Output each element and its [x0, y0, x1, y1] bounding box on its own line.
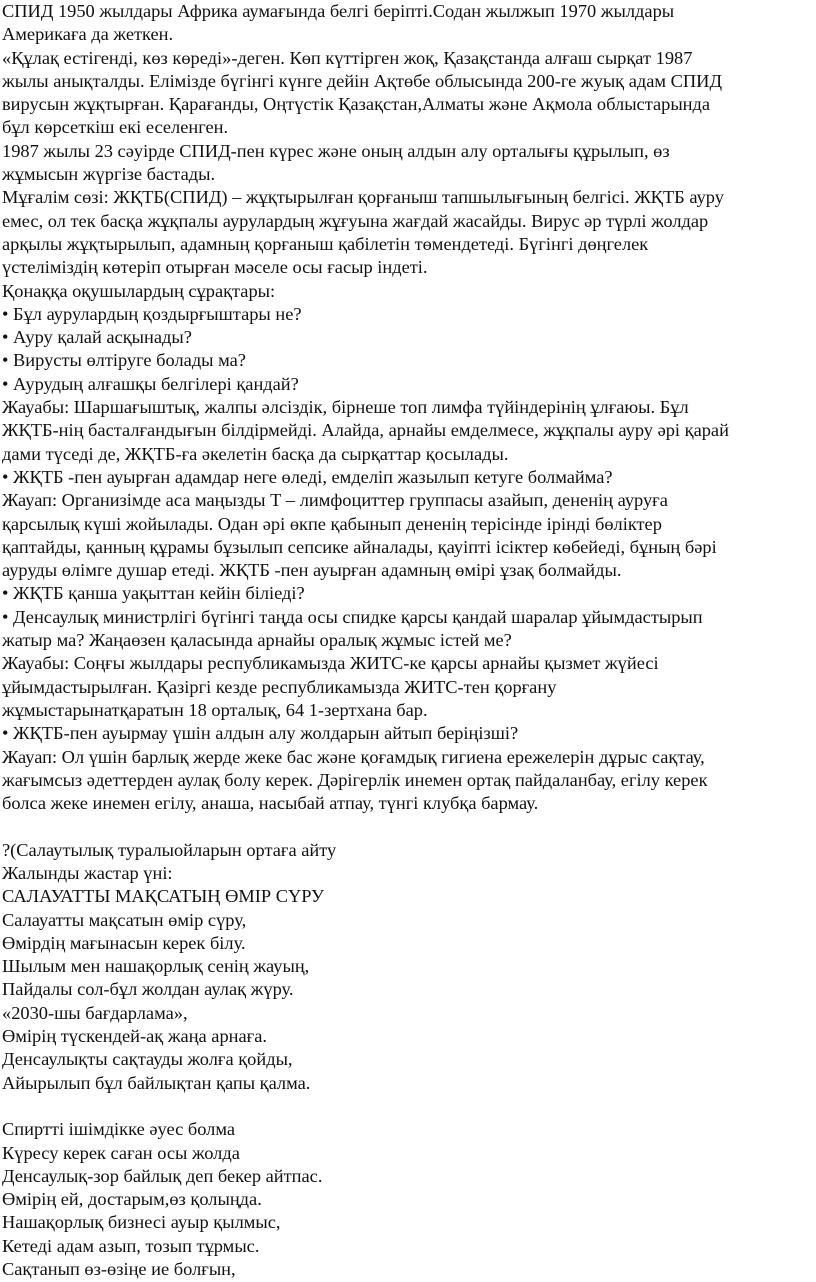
text-line: Америкаға да жеткен. [2, 24, 174, 45]
text-line: • Денсаулық министрлігі бүгінгі таңда осы спидке қарсы қандай шаралар ұйымдастырып [2, 606, 703, 627]
text-line: Салауатты мақсатын өмір сүру, [2, 909, 247, 930]
text-line: емес, ол тек басқа жұқпалы аурулардың жұғуына жағдай жасайды. Вирус әр түрлі жолдар [2, 210, 709, 231]
text-line: Қонаққа оқушылардың сұрақтары: [2, 280, 276, 301]
text-line: 1987 жылы 23 сәуiрде СПИД-пен күрес және оның алдын алу орталығы құрылып, өз [2, 140, 670, 161]
text-line: Күресу керек саған осы жолда [2, 1142, 240, 1163]
text-line: болса жеке инемен егілу, анаша, насыбай атпау, түнгі клубқа бармау. [2, 793, 539, 814]
text-line: Жауабы: Соңғы жылдары республикамызда ЖИТС-ке қарсы арнайы қызмет жүйесі [2, 653, 659, 674]
text-line: Денсаулық-зор байлық деп бекер айтпас. [2, 1165, 323, 1186]
text-line: • Вирусты өлтіруге болады ма? [2, 350, 246, 371]
text-line: Нашақорлық бизнесі ауыр қылмыс, [2, 1212, 281, 1233]
text-line: қаптайды, қанның құрамы бұзылып сепсике айналады, қауіпті ісіктер көбейеді, бұның бәрі [2, 536, 717, 557]
text-line: Сақтанып өз-өзіңе ие болғын, [2, 1259, 236, 1280]
text-line: бұл көрсеткiш екi еселенген. [2, 117, 229, 138]
text-line: • Ауру қалай асқынады? [2, 327, 192, 348]
text-line: вирусын жұқтырған. Қарағанды, Оңтүстiк Қазақстан,Алматы және Ақмола облыстарында [2, 94, 711, 115]
text-line: Жауап: Ол үшін барлық жерде жеке бас және қоғамдық гигиена ережелерін дұрыс сақтау, [2, 746, 705, 767]
text-line: САЛАУАТТЫ МАҚСАТЫҢ ӨМІР СҮРУ [2, 886, 325, 907]
text-line: жылы анықталды. Елiмiзде бүгiнгi күнге дейiн Ақтөбе облысында 200-ге жуық адам СПИД [2, 70, 722, 91]
blank-line [2, 1095, 816, 1118]
text-line: ?(Салаутылық туралыойларын ортаға айту [2, 839, 337, 860]
text-line: ЖҚТБ-нің басталғандығын білдірмейді. Алайда, арнайы емделмесе, жұқпалы ауру әрі қарай [2, 420, 729, 441]
text-line: Жалынды жастар үні: [2, 862, 173, 883]
text-line: жатыр ма? Жаңаөзен қаласында арнайы оралық жұмыс істей ме? [2, 630, 512, 651]
text-line: «Құлақ естігенді, көз көреді»-деген. Көп күттiрген жоқ, Қазақстанда алғаш сырқат 1987 [2, 47, 693, 68]
text-line: Жауабы: Шаршағыштық, жалпы әлсіздік, бірнеше топ лимфа түйіндерінің ұлғаюы. Бұл [2, 397, 689, 418]
text-line: Шылым мен нашақорлық сенің жауың, [2, 956, 310, 977]
text-line: Өмірің түскендей-ақ жаңа арнаға. [2, 1026, 267, 1047]
text-line: • ЖҚТБ-пен ауырмау үшін алдын алу жолдарын айтып беріңізші? [2, 723, 519, 744]
text-line: Айырылып бұл байлықтан қапы қалма. [2, 1072, 311, 1093]
text-line: жұмысын жүргiзе бастады. [2, 164, 216, 185]
text-line: • Аурудың алғашқы белгілері қандай? [2, 373, 299, 394]
text-line: • ЖҚТБ қанша уақыттан кейін біліеді? [2, 583, 305, 604]
text-line: Кетеді адам азып, тозып тұрмыс. [2, 1235, 260, 1256]
text-line: қарсылық күші жойылады. Одан әрі өкпе қабынып дененің терісінде ірінді бөліктер [2, 513, 662, 534]
text-line: жағымсыз әдеттерден аулақ болу керек. Дәрігерлік инемен ортақ пайдаланбау, егілу керек [2, 769, 708, 790]
text-line: Денсаулықты сақтауды жолға қойды, [2, 1049, 293, 1070]
text-line: Жауап: Организімде аса маңызды Т – лимфоциттер группасы азайып, дененің ауруға [2, 490, 668, 511]
text-line: СПИД 1950 жылдары Африка аумағында белгі берiптi.Содан жылжып 1970 жылдары [2, 1, 675, 21]
text-line: Спиртті ішімдікке әуес болма [2, 1119, 235, 1140]
text-line: «2030-шы бағдарлама», [2, 1002, 188, 1023]
text-line: үстеліміздің көтеріп отырған мәселе осы ғасыр індеті. [2, 257, 428, 278]
text-line: • Бұл аурулардың қоздырғыштары не? [2, 303, 302, 324]
text-line: ауруды өлімге душар етеді. ЖҚТБ -пен ауырған адамның өмірі ұзақ болмайды. [2, 560, 622, 581]
text-line: Пайдалы сол-бұл жолдан аулақ жүру. [2, 979, 294, 1000]
text-line: жұмыстарынатқаратын 18 орталық, 64 1-зертхана бар. [2, 699, 428, 720]
blank-line [2, 815, 816, 838]
text-line: арқылы жұқтырылып, адамның қорғаныш қабілетін төмендетеді. Бүгінгі дөңгелек [2, 233, 649, 254]
text-line: ұйымдастырылған. Қазіргі кезде республикамызда ЖИТС-тен қорғану [2, 676, 557, 697]
text-line: Мұғалім сөзі: ЖҚТБ(СПИД) – жұқтырылған қорғаныш тапшылығының белгісі. ЖҚТБ ауру [2, 187, 724, 208]
text-line: Өмірдің мағынасын керек білу. [2, 932, 246, 953]
text-line: дами түседі де, ЖҚТБ-ға әкелетін басқа да сырқаттар қосылады. [2, 443, 509, 464]
text-line: • ЖҚТБ -пен ауырған адамдар неге өледі, емделіп жазылып кетуге болмайма? [2, 466, 613, 487]
text-line: Өмірің ей, достарым,өз қолыңда. [2, 1189, 262, 1210]
